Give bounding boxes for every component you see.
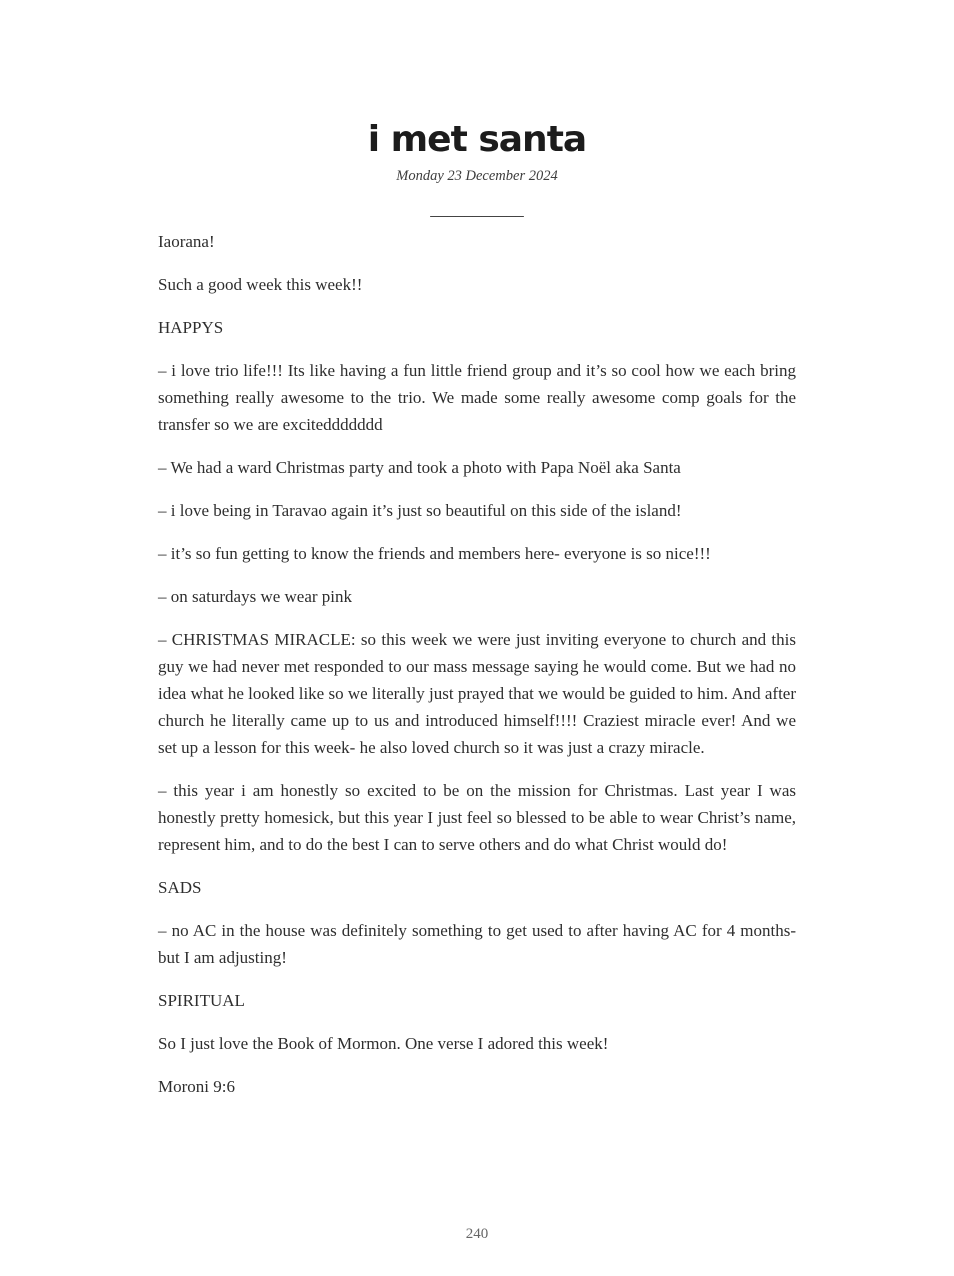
paragraph-book-of-mormon: So I just love the Book of Mormon. One verse I adored this week! [158, 1034, 609, 1054]
paragraph-no-ac: – no AC in the house was definitely something to get used to after having AC for 4 months- but I am adjusting! [158, 921, 796, 968]
section-heading-spiritual: SPIRITUAL [158, 991, 245, 1011]
entry-date: Monday 23 December 2024 [396, 168, 558, 185]
page-number: 240 [465, 1226, 489, 1242]
paragraph-saturdays: – on saturdays we wear pink [158, 587, 353, 607]
paragraph-friends-members: – it’s so fun getting to know the friends and members here- everyone is so nice!!! [158, 544, 711, 564]
section-heading-happys: HAPPYS [158, 318, 224, 338]
paragraph-intro: Such a good week this week!! [158, 275, 363, 295]
entry-body [158, 228, 796, 1100]
section-heading-sads: SADS [158, 878, 202, 898]
paragraph-trio-life: – i love trio life!!! Its like having a fun little friend group and it’s so cool how we each bring something really awesome to the trio. We made some really awesome comp goals for the transfer so we are exciteddddddd [158, 361, 796, 435]
paragraph-greeting: Iaorana! [158, 232, 215, 252]
paragraph-christmas-miracle: – CHRISTMAS MIRACLE: so this week we were just inviting everyone to church and this guy we had never met responded to our mass message saying he would come. But we had no idea what he looked like so we literally just prayed that we would be guided to him. And after church he literally came up to us and introduced himself!!!! Craziest miracle ever! And we set up a lesson for this week- he also loved church so it was just a crazy miracle. [158, 630, 796, 758]
paragraph-ward-party: – We had a ward Christmas party and took a photo with Papa Noël aka Santa [158, 458, 681, 478]
paragraph-mission-christmas: – this year i am honestly so excited to be on the mission for Christmas. Last year I was honestly pretty homesick, but this year I just feel so blessed to be able to wear Christ’s name, represent him, and to do the best I can to serve others and do what Christ would do! [158, 781, 796, 855]
section-divider: ___________ [430, 200, 524, 220]
entry-header [0, 0, 954, 220]
page-title: i met santa [367, 119, 587, 160]
paragraph-taravao: – i love being in Taravao again it’s just so beautiful on this side of the island! [158, 501, 682, 521]
paragraph-scripture-reference: Moroni 9:6 [158, 1077, 235, 1097]
